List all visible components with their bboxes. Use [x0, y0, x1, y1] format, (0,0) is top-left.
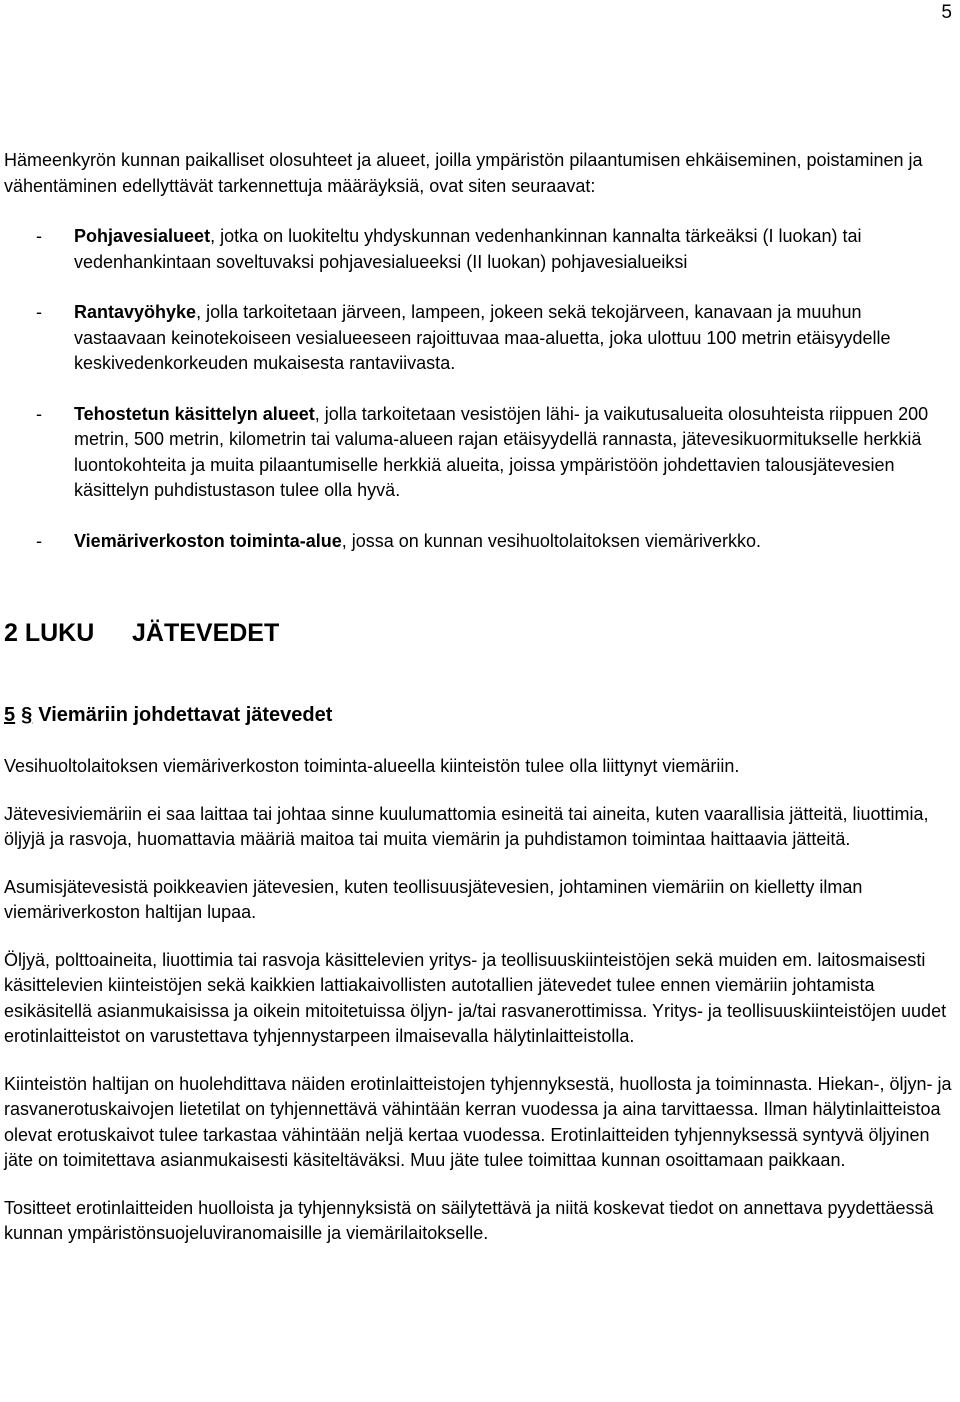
- definition-item: [4, 224, 956, 275]
- definition-text: [74, 224, 956, 275]
- section-number: 5: [4, 704, 16, 726]
- list-dash: -: [36, 530, 42, 551]
- chapter-title: JÄTEVEDET: [132, 619, 280, 647]
- definition-term: Rantavyöhyke: [74, 302, 197, 322]
- body-paragraph: Jätevesiviemäriin ei saa laittaa tai johtaa sinne kuulumattomia esineitä tai aineita, kuten vaarallisia jätteitä, liuottimia, öljyjä ja rasvoja, huomattavia määriä maitoa tai muita viemärin ja puhdistamon toimintaa haittaavia jätteitä.: [4, 803, 929, 849]
- document-body: [4, 148, 956, 1269]
- definition-term: Pohjavesialueet: [74, 226, 211, 246]
- section-sign: §: [21, 704, 33, 726]
- definition-text: [74, 300, 956, 377]
- body-paragraph: Tositteet erotinlaitteiden huolloista ja tyhjennyksistä on säilytettävä ja niitä koskevat tiedot on annettava pyydettäessä kunnan ympäristönsuojeluviranomaisille ja viemärilaitokselle.: [4, 1197, 934, 1243]
- intro-paragraph: Hämeenkyrön kunnan paikalliset olosuhteet ja alueet, joilla ympäristön pilaantumisen ehkäiseminen, poistaminen ja vähentäminen edellyttävät tarkennettuja määräyksiä, ovat siten seuraavat:: [4, 150, 923, 196]
- definition-description: , jolla tarkoitetaan järveen, lampeen, jokeen sekä tekojärveen, kanavaan ja muuhun vastaavaan keinotekoiseen vesialueeseen rajoittuvaa maa-aluetta, joka ulottuu 100 metrin etäisyydelle keskivedenkorkeuden mukaisesta rantaviivasta.: [74, 302, 891, 373]
- body-paragraph: Asumisjätevesistä poikkeavien jätevesien, kuten teollisuusjätevesien, johtaminen viemäriin on kielletty ilman viemäriverkoston haltijan lupaa.: [4, 876, 863, 922]
- definition-description: , jotka on luokiteltu yhdyskunnan vedenhankinnan kannalta tärkeäksi (I luokan) tai vedenhankintaan soveltuvaksi pohjavesialueeksi (II luokan) pohjavesialueiksi: [74, 226, 862, 272]
- body-paragraph: Vesihuoltolaitoksen viemäriverkoston toiminta-alueella kiinteistön tulee olla liittynyt viemäriin.: [4, 756, 740, 776]
- definition-item: [4, 300, 956, 377]
- definition-description: , jolla tarkoitetaan vesistöjen lähi- ja vaikutusalueita olosuhteista riippuen 200 metrin, 500 metrin, kilometrin tai valuma-alueen rajan etäisyydellä rannasta, jätevesikuormitukselle herkkiä luontokohteita ja muita pilaantumiselle herkkiä alueita, joissa ympäristöön johdettavien talousjätevesien käsittelyn puhdistustason tulee olla hyvä.: [74, 403, 929, 500]
- definition-term: Tehostetun käsittelyn alueet: [74, 403, 315, 424]
- list-dash: -: [36, 403, 42, 424]
- page-number: 5: [941, 2, 952, 23]
- definition-text: [74, 529, 956, 555]
- definition-item: [4, 529, 956, 555]
- definition-term: Viemäriverkoston toiminta-alue: [74, 530, 342, 551]
- definition-item: [4, 402, 956, 504]
- definition-text: [74, 402, 956, 504]
- list-dash: -: [36, 226, 42, 246]
- chapter-heading: [4, 618, 956, 648]
- chapter-number: 2 LUKU: [4, 619, 95, 647]
- body-paragraph: Kiinteistön haltijan on huolehdittava näiden erotinlaitteistojen tyhjennyksestä, huollosta ja toiminnasta. Hiekan-, öljyn- ja rasvanerotuskaivojen lietetilat on tyhjennettävä vähintään kerran vuodessa ja aina tarvittaessa. Ilman hälytinlaitteistoa olevat erotuskaivot tulee tarkastaa vähintään neljä kertaa vuodessa. Erotinlaitteiden tyhjennyksessä syntyvä öljyinen jäte on toimitettava asianmukaisesti käsiteltäväksi. Muu jäte tulee toimittaa kunnan osoittamaan paikkaan.: [4, 1073, 952, 1170]
- definition-description: , jossa on kunnan vesihuoltolaitoksen viemäriverkko.: [341, 530, 761, 551]
- body-paragraph: Öljyä, polttoaineita, liuottimia tai rasvoja käsittelevien yritys- ja teollisuuskiinteistöjen sekä muiden em. laitosmaisesti käsittelevien kiinteistöjen sekä kaikkien lattiakaivollisten autotallien jätevedet tulee ennen viemäriin johtamista esikäsitellä asianmukaisissa ja oikein mitoitetuissa öljyn- ja/tai rasvanerottimissa. Yritys- ja teollisuuskiinteistöjen uudet erotinlaitteistot on varustettava tyhjennystarpeen ilmaisevalla hälytinlaitteistolla.: [4, 949, 947, 1046]
- section-title: Viemäriin johdettavat jätevedet: [38, 704, 333, 726]
- list-dash: -: [36, 302, 42, 322]
- section-heading: [4, 702, 956, 728]
